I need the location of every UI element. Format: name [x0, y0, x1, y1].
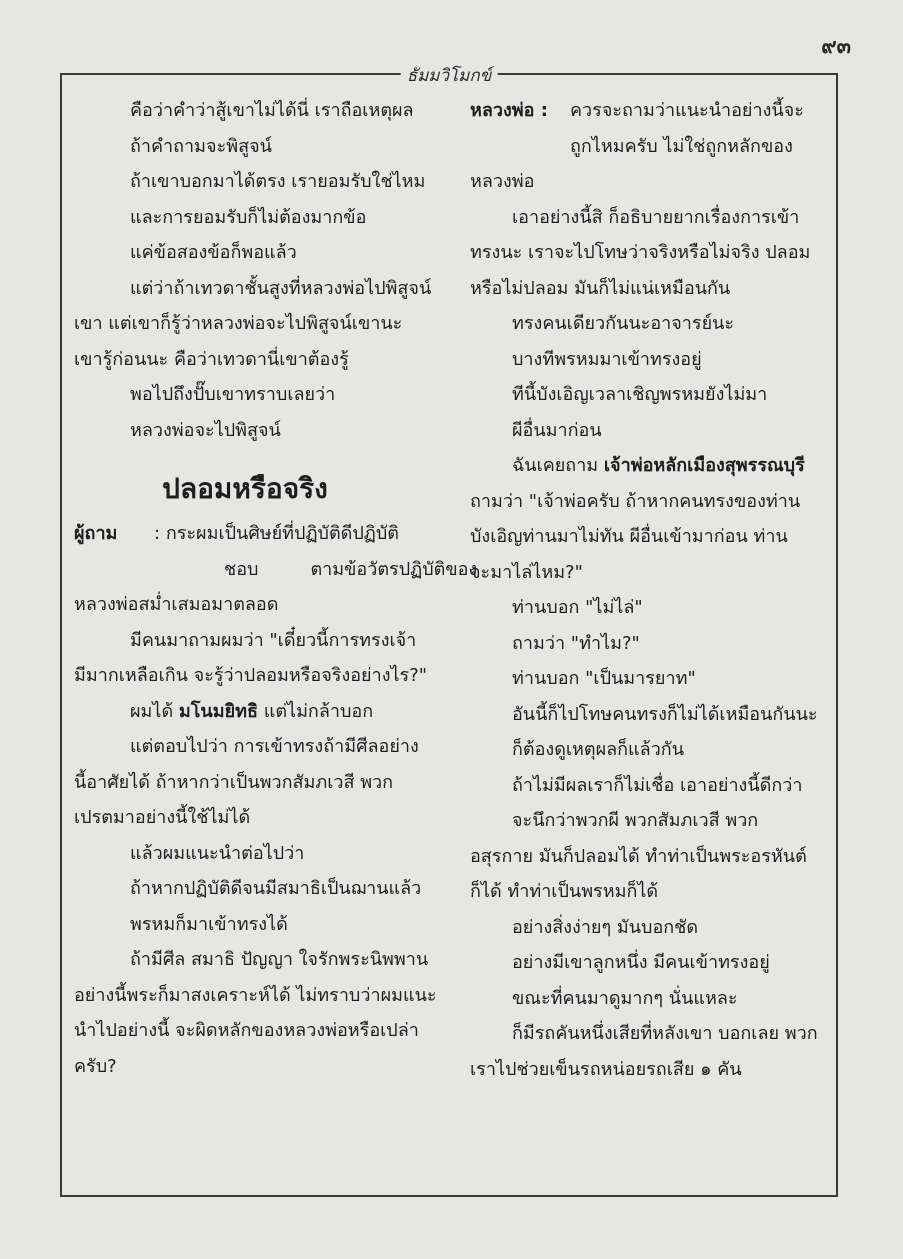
text-line: ท่านบอก "ไม่ไล่"	[512, 597, 643, 618]
text-span: ตามข้อวัตรปฏิบัติของ	[310, 558, 478, 580]
text-line: ก็ต้องดูเหตุผลก็แล้วกัน	[512, 739, 685, 760]
text-line: หลวงพ่อจะไปพิสูจน์	[130, 419, 281, 441]
text-line	[74, 694, 446, 730]
text-line: บางทีพรหมมาเข้าทรงอยู่	[512, 348, 702, 370]
text-span: แต่ไม่กล้าบอก	[258, 700, 374, 722]
text-span: ควรจะถามว่าแนะนำอย่างนี้จะ	[570, 100, 804, 121]
bold-term: มโนมยิทธิ	[178, 700, 258, 722]
text-line: จะนึกว่าพวกผี พวกสัมภเวสี พวก	[512, 810, 759, 831]
text-line: จะมาไล่ไหม?"	[470, 561, 583, 583]
text-line: อสุรกาย มันก็ปลอมได้ ทำท่าเป็นพระอรหันต์	[470, 845, 807, 867]
text-line: ขณะที่คนมาดูมากๆ นั่นแหละ	[512, 987, 738, 1009]
text-line: ทีนี้บังเอิญเวลาเชิญพรหมยังไม่มา	[512, 384, 768, 405]
speaker-line	[74, 516, 446, 552]
text-line: มีมากเหลือเกิน จะรู้ว่าปลอมหรือจริงอย่างไร?"	[74, 665, 428, 686]
text-line: ถามว่า "ทำไม?"	[512, 632, 640, 654]
text-line: พอไปถึงปั๊บเขาทราบเลยว่า	[130, 384, 336, 405]
section-title: ปลอมหรือจริง	[162, 472, 328, 505]
text-span: ฉันเคยถาม	[512, 455, 604, 476]
text-line: อย่างนี้พระก็มาสงเคราะห์ได้ ไม่ทราบว่าผมแนะ	[74, 984, 437, 1006]
text-line: ผีอื่นมาก่อน	[512, 419, 602, 441]
page-number: ๙๓	[821, 34, 851, 58]
text-span: กระผมเป็นศิษย์ที่ปฏิบัติดีปฏิบัติ	[165, 523, 399, 544]
text-line: เปรตมาอย่างนี้ใช้ไม่ได้	[74, 807, 251, 828]
text-span: ชอบ	[224, 558, 259, 580]
speaker-colon: :	[154, 523, 161, 544]
text-line: เขารู้ก่อนนะ คือว่าเทวดานี่เขาต้องรู้	[74, 348, 349, 370]
text-line	[74, 552, 478, 588]
text-line: เขา แต่เขาก็รู้ว่าหลวงพ่อจะไปพิสูจน์เขานะ	[74, 313, 403, 334]
paragraph-first-line: ก็มีรถคันหนึ่งเสียที่หลังเขา บอกเลย พวก	[512, 1023, 818, 1044]
text-line: พรหมก็มาเข้าทรงได้	[130, 913, 288, 935]
text-line	[470, 448, 826, 484]
right-column	[470, 93, 826, 1087]
text-line: ก็ได้ ทำท่าเป็นพรหมก็ได้	[470, 881, 659, 902]
text-line: ทรงนะ เราจะไปโทษว่าจริงหรือไม่จริง ปลอม	[470, 242, 811, 263]
text-line: ทรงคนเดียวกันนะอาจารย์นะ	[512, 313, 735, 334]
text-line: ถูกไหมครับ ไม่ใช่ถูกหลักของ	[570, 135, 793, 157]
left-column	[74, 93, 478, 1084]
speaker-label: หลวงพ่อ :	[470, 100, 548, 121]
text-line: หรือไม่ปลอม มันก็ไม่แน่เหมือนกัน	[470, 277, 731, 299]
paragraph-first-line: อันนี้ก็ไปโทษคนทรงก็ไม่ได้เหมือนกันนะ	[512, 703, 818, 725]
text-line: ถ้าเขาบอกมาได้ตรง เรายอมรับใช่ไหม	[130, 171, 426, 192]
text-line: หลวงพ่อ	[470, 171, 535, 192]
text-line: นี้อาศัยได้ ถ้าหากว่าเป็นพวกสัมภเวสี พวก	[74, 771, 394, 793]
page-frame	[60, 66, 838, 1197]
paragraph-first-line: ถ้าไม่มีผลเราก็ไม่เชื่อ เอาอย่างนี้ดีกว่า	[512, 774, 803, 796]
bold-term: เจ้าพ่อหลักเมืองสุพรรณบุรี	[603, 455, 805, 476]
text-line: และการยอมรับก็ไม่ต้องมากข้อ	[130, 206, 367, 228]
paragraph-first-line: เอาอย่างนี้สิ ก็อธิบายยากเรื่องการเข้า	[512, 206, 800, 228]
text-line: แค่ข้อสองข้อก็พอแล้ว	[130, 242, 297, 263]
text-line: ถามว่า "เจ้าพ่อครับ ถ้าหากคนทรงของท่าน	[470, 490, 801, 512]
text-line: นำไปอย่างนี้ จะผิดหลักของหลวงพ่อหรือเปล่า	[74, 1020, 419, 1041]
speaker-label: ผู้ถาม	[74, 523, 118, 544]
text-line: คือว่าคำว่าสู้เขาไม่ได้นี่ เราถือเหตุผล	[130, 100, 414, 121]
text-line: ถ้าคำถามจะพิสูจน์	[130, 135, 272, 157]
text-line: อย่างมีเขาลูกหนึ่ง มีคนเข้าทรงอยู่	[512, 952, 770, 973]
text-line: หลวงพ่อสม่ำเสมอมาตลอด	[74, 594, 279, 615]
paragraph-first-line: มีคนมาถามผมว่า "เดี๋ยวนี้การทรงเจ้า	[130, 629, 417, 651]
text-span: ผมได้	[130, 700, 179, 722]
text-line: ครับ?	[74, 1055, 117, 1077]
text-line: แล้วผมแนะนำต่อไปว่า	[130, 842, 305, 864]
text-line: ท่านบอก "เป็นมารยาท"	[512, 668, 696, 689]
running-header: ธัมมวิโมกข์	[401, 62, 498, 89]
text-line: อย่างสิ่งง่ายๆ มันบอกชัด	[512, 916, 699, 938]
text-line: บังเอิญท่านมาไม่ทัน ผีอื่นเข้ามาก่อน ท่าน	[470, 526, 788, 547]
paragraph-first-line: ถ้ามีศีล สมาธิ ปัญญา ใจรักพระนิพพาน	[130, 949, 429, 970]
text-line: แต่ตอบไปว่า การเข้าทรงถ้ามีศีลอย่าง	[130, 736, 419, 757]
paragraph-first-line: แต่ว่าถ้าเทวดาชั้นสูงที่หลวงพ่อไปพิสูจน์	[130, 277, 432, 299]
speaker-line	[470, 93, 826, 129]
text-line: ถ้าหากปฏิบัติดีจนมีสมาธิเป็นฌานแล้ว	[130, 878, 422, 899]
text-line: เราไปช่วยเข็นรถหน่อยรถเสีย ๑ คัน	[470, 1058, 742, 1080]
